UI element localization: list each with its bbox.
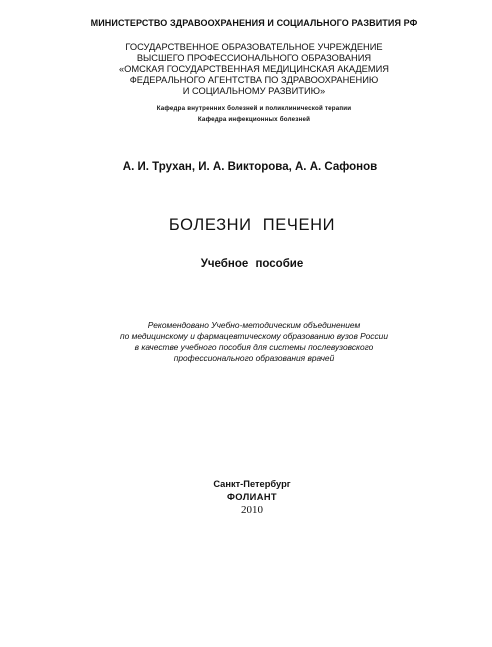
department-internal-medicine: Кафедра внутренних болезней и поликлинической терапии [156,105,352,112]
institution-line-5: И СОЦИАЛЬНОМУ РАЗВИТИЮ» [182,86,326,96]
book-title: БОЛЕЗНИ ПЕЧЕНИ [168,216,336,234]
institution-line-2: ВЫСШЕГО ПРОФЕССИОНАЛЬНОГО ОБРАЗОВАНИЯ [136,53,372,63]
department-infectious-diseases: Кафедра инфекционных болезней [197,116,311,123]
publication-year: 2010 [241,504,263,516]
recommendation-line-1: Рекомендовано Учебно-методическим объединением [147,320,361,330]
publisher-name: ФОЛИАНТ [226,492,278,502]
book-subtitle: Учебное пособие [200,258,304,270]
ministry-heading: МИНИСТЕРСТВО ЗДРАВООХРАНЕНИЯ И СОЦИАЛЬНОГО РАЗВИТИЯ РФ [90,18,418,28]
recommendation-line-4: профессионального образования врачей [173,353,335,363]
institution-line-4: ФЕДЕРАЛЬНОГО АГЕНТСТВА ПО ЗДРАВООХРАНЕНИЮ [129,75,379,85]
institution-line-1: ГОСУДАРСТВЕННОЕ ОБРАЗОВАТЕЛЬНОЕ УЧРЕЖДЕНИЕ [125,42,383,52]
recommendation-line-3: в качестве учебного пособия для системы послевузовского [134,342,374,352]
recommendation-line-2: по медицинскому и фармацевтическому образованию вузов России [120,331,388,341]
publication-city: Санкт-Петербург [213,479,291,489]
institution-line-3: «ОМСКАЯ ГОСУДАРСТВЕННАЯ МЕДИЦИНСКАЯ АКАДЕМИЯ [118,64,389,74]
authors: А. И. Трухан, И. А. Викторова, А. А. Сафонов [122,161,378,173]
